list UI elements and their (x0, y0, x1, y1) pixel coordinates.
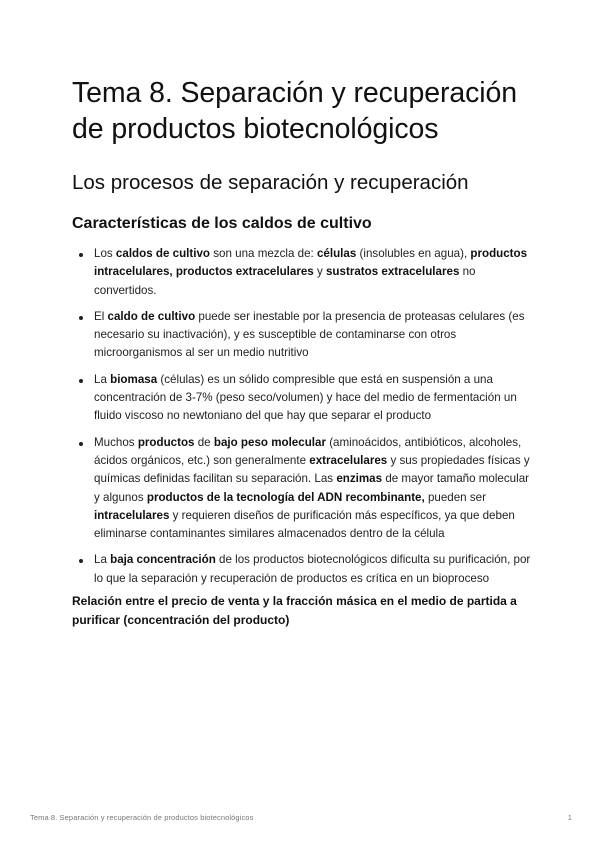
bold-span: productos intracelulares, productos extracelulares (94, 247, 528, 279)
list-item (72, 245, 532, 300)
bold-span: caldos de cultivo (115, 247, 210, 260)
text-span: La (94, 553, 111, 567)
bold-span: células (316, 247, 357, 260)
bullet-dot-icon (79, 253, 83, 257)
bold-span: bajo peso molecular (213, 435, 326, 449)
page-title: Tema 8. Separación y recuperación de productos biotecnológicos (72, 77, 518, 145)
document-content (72, 75, 532, 630)
text-span: pueden ser (424, 490, 486, 504)
bold-span: extracelulares (309, 453, 388, 467)
bold-span: productos (137, 435, 195, 449)
text-span: y (313, 265, 326, 279)
list-item (72, 434, 532, 544)
text-span: puede ser inestable por la presencia de proteasas celulares (es necesario su inactivación), y es susceptible de contaminarse con otros microorganismos al ser un medio nutritivo (94, 309, 525, 360)
text-span: Muchos (94, 435, 138, 449)
bold-span: sustratos extracelulares (325, 265, 460, 279)
text-span: El (94, 309, 108, 323)
bullet-dot-icon (79, 442, 83, 446)
page-number: 1 (567, 813, 572, 822)
bullet-dot-icon (79, 316, 83, 320)
text-span: de mayor tamaño molecular y algunos (94, 472, 530, 504)
bold-span: baja concentración (110, 553, 216, 567)
bold-span: biomasa (110, 372, 158, 386)
bullet-dot-icon (79, 559, 83, 563)
text-span: de los productos biotecnológicos dificulta su purificación, por lo que la separación y recuperación de productos es crítica en un bioproceso (94, 553, 531, 585)
footer-text: Tema 8. Separación y recuperación de productos biotecnológicos (30, 813, 254, 822)
text-span: no convertidos. (94, 265, 476, 297)
bullet-dot-icon (79, 379, 83, 383)
closing-paragraph: Relación entre el precio de venta y la fracción másica en el medio de partida a purificar (concentración del producto) (72, 594, 517, 628)
bold-span: productos de la tecnología del ADN recombinante, (146, 490, 425, 504)
text-span: (insolubles en agua), (356, 247, 471, 260)
page-footer (30, 812, 572, 824)
text-span: Los (94, 247, 116, 260)
section-heading: Los procesos de separación y recuperación (72, 171, 469, 194)
text-span: de (194, 435, 214, 449)
list-item (72, 551, 532, 588)
bold-span: enzimas (336, 472, 383, 486)
text-span: son una mezcla de: (210, 247, 317, 260)
text-span: La (94, 372, 111, 386)
text-span: y requieren diseños de purificación más específicos, ya que deben eliminarse contaminantes similares almacenados dentro de la célula (94, 508, 515, 541)
bullet-list (72, 245, 532, 588)
text-span: (aminoácidos, antibióticos, alcoholes, ácidos orgánicos, etc.) son generalmente (94, 435, 522, 467)
bold-span: intracelulares (94, 508, 170, 522)
subsection-heading: Características de los caldos de cultivo (72, 215, 372, 232)
list-item (72, 371, 532, 426)
text-span: (células) es un sólido compresible que está en suspensión a una concentración de 3-7% (peso seco/volumen) y hace del medio de fermentación un fluido viscoso no newtoniano del que hay que separar el producto (94, 372, 517, 423)
bold-span: caldo de cultivo (107, 309, 196, 323)
text-span: y sus propiedades físicas y químicas definidas facilitan su separación. Las (94, 453, 530, 486)
list-item (72, 308, 532, 363)
